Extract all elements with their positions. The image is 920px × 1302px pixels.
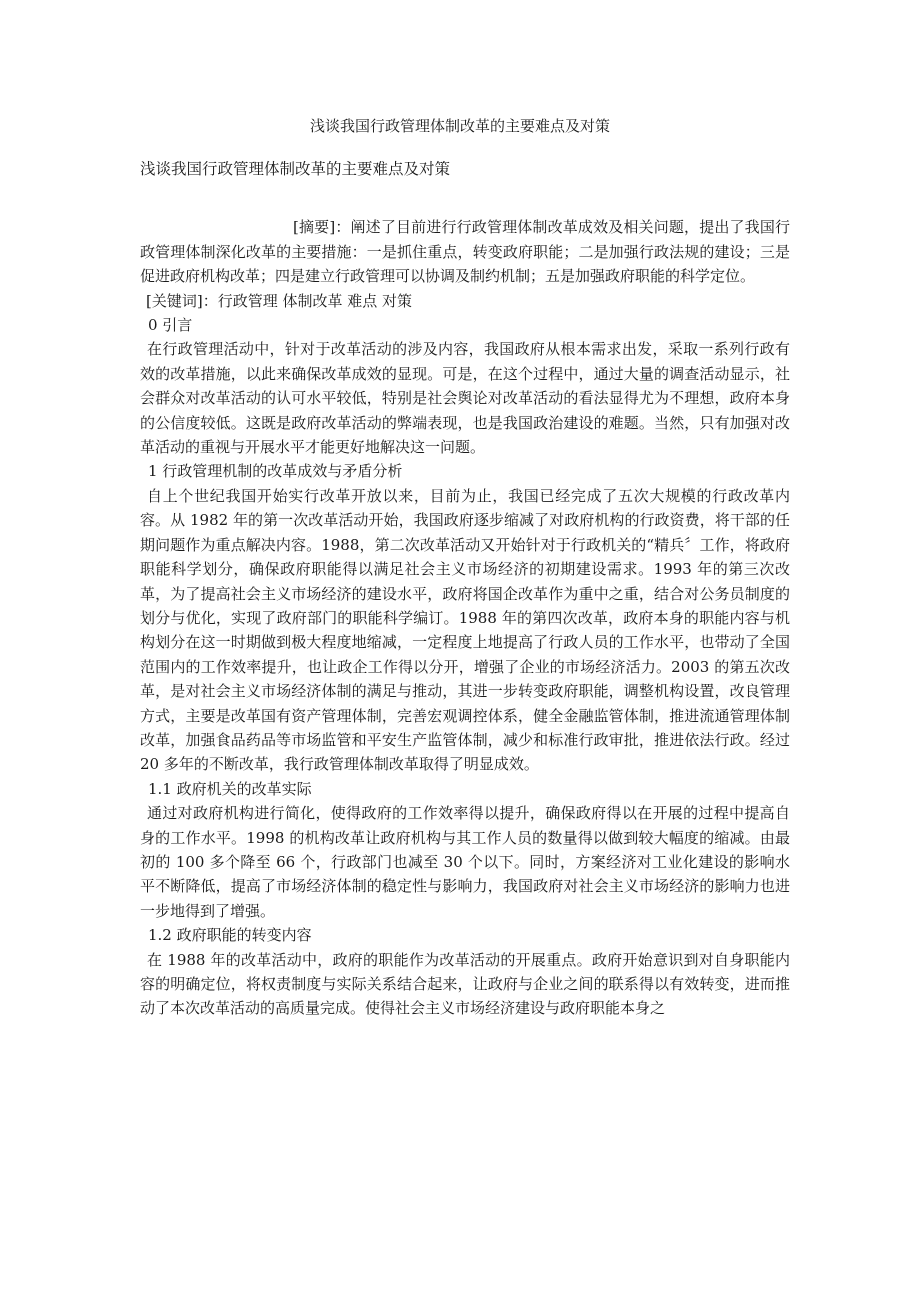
section-heading-intro: 0 引言 bbox=[148, 316, 193, 335]
keywords-line: [关键词]：行政管理 体制改革 难点 对策 bbox=[146, 291, 413, 310]
document-title: 浅谈我国行政管理体制改革的主要难点及对策 bbox=[309, 117, 610, 135]
section-heading-function-transformation: 1.2 政府职能的转变内容 bbox=[148, 926, 312, 945]
document-subtitle: 浅谈我国行政管理体制改革的主要难点及对策 bbox=[140, 160, 451, 178]
body-paragraph: 在 1988 年的改革活动中，政府的职能作为改革活动的开展重点。政府开始意识到对自身职能内容的明确定位，将权责制度与实际关系结合起来，让政府与企业之间的联系得以有效转变，进而推动了本次改革活动的高质量完成。使得社会主义市场经济建设与政府职能本身之 bbox=[140, 950, 790, 1018]
section-heading-agency-reform: 1.1 政府机关的改革实际 bbox=[148, 779, 312, 798]
section-heading-reform-analysis: 1 行政管理机制的改革成效与矛盾分析 bbox=[148, 462, 403, 481]
body-paragraph: 在行政管理活动中，针对于改革活动的涉及内容，我国政府从根本需求出发，采取一系列行政有效的改革措施，以此来确保改革成效的显现。可是，在这个过程中，通过大量的调查活动显示，社会群众对改革活动的认可水平较低，特别是社会舆论对改革活动的看法显得尤为不理想，政府本身的公信度较低。这既是政府改革活动的弊端表现，也是我国政治建设的难题。当然，只有加强对改革活动的重视与开展水平才能更好地解决这一问题。 bbox=[140, 340, 790, 457]
body-paragraph: 自上个世纪我国开始实行改革开放以来，目前为止，我国已经完成了五次大规模的行政改革内容。从 1982 年的第一次改革活动开始，我国政府逐步缩减了对政府机构的行政资费，将干部的任期问题作为重点解决内容。1988，第二次改革活动又开始针对于行政机关的“精兵〞工作，将政府职能科学划分，确保政府职能得以满足社会主义市场经济的初期建设需求。1993 年的第三次改革，为了提高社会主义市场经济的建设水平，政府将国企改革作为重中之重，结合对公务员制度的划分与优化，实现了政府部门的职能科学编订。1988 年的第四次改革，政府本身的职能内容与机构划分在这一时期做到极大程度地缩减，一定程度上地提高了行政人员的工作水平，也带动了全国范围内的工作效率提升，也让政企工作得以分开，增强了企业的市场经济活力。2003 的第五次改革，是对社会主义市场经济体制的满足与推动，其进一步转变政府职能，调整机构设置，改良管理方式，主要是改革国有资产管理体制，完善宏观调控体系，健全金融监管体制，推进流通管理体制改革，加强食品药品等市场监管和平安生产监管体制，减少和标准行政审批，推进依法行政。经过 20 多年的不断改革，我行政管理体制改革取得了明显成效。 bbox=[140, 486, 790, 774]
document-body bbox=[140, 157, 790, 1021]
body-paragraph: 通过对政府机构进行简化，使得政府的工作效率得以提升，确保政府得以在开展的过程中提高自身的工作水平。1998 的机构改革让政府机构与其工作人员的数量得以做到较大幅度的缩减。由最初的 100 多个降至 66 个，行政部门也减至 30 个以下。同时，方案经济对工业化建设的影响水平不断降低，提高了市场经济体制的稳定性与影响力，我国政府对社会主义市场经济的影响力也进一步地得到了增强。 bbox=[140, 804, 790, 920]
abstract-paragraph: [摘要]：阐述了目前进行行政管理体制改革成效及相关问题，提出了我国行政管理体制深化改革的主要措施：一是抓住重点，转变政府职能；二是加强行政法规的建设；三是促进政府机构改革；四是建立行政管理可以协调及制约机制；五是加强政府职能的科学定位。 bbox=[140, 218, 790, 286]
